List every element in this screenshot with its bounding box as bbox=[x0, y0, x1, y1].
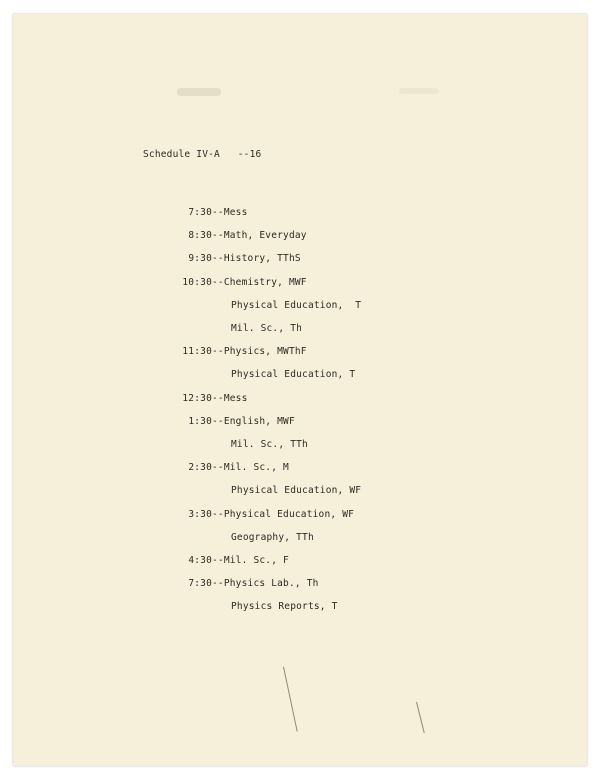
schedule-entry bbox=[173, 462, 289, 473]
smudge-mark bbox=[399, 88, 439, 94]
entry-separator: -- bbox=[212, 555, 224, 566]
entry-continuation: Physical Education, T bbox=[231, 369, 356, 381]
entry-time: 3:30 bbox=[188, 508, 212, 520]
entry-separator: -- bbox=[212, 346, 224, 358]
entry-separator: -- bbox=[212, 508, 224, 520]
page-reference: --16 bbox=[237, 149, 262, 160]
entry-separator: -- bbox=[212, 207, 224, 218]
schedule-entry bbox=[173, 230, 307, 241]
entry-separator: -- bbox=[212, 276, 224, 288]
smudge-mark bbox=[177, 88, 221, 96]
entry-time: 10:30 bbox=[182, 276, 212, 288]
entry-time: 11:30 bbox=[182, 346, 212, 358]
entry-subject: Physics Lab., Th bbox=[223, 578, 319, 590]
entry-continuation: Mil. Sc., TTh bbox=[231, 439, 308, 450]
entry-subject: Mil. Sc., F bbox=[223, 555, 289, 566]
entry-continuation: Geography, TTh bbox=[231, 531, 314, 543]
entry-subject: Mess bbox=[223, 207, 248, 218]
entry-time: 7:30 bbox=[188, 578, 212, 590]
entry-separator: -- bbox=[212, 392, 224, 404]
entry-time: 1:30 bbox=[188, 415, 212, 427]
entry-separator: -- bbox=[212, 578, 224, 590]
schedule-entry bbox=[173, 207, 248, 218]
entry-time: 9:30 bbox=[188, 253, 212, 265]
entry-subject: Mil. Sc., M bbox=[223, 462, 289, 474]
entry-continuation: Mil. Sc., Th bbox=[231, 323, 303, 334]
schedule-entry bbox=[173, 253, 301, 264]
entry-subject: Physical Education, WF bbox=[223, 508, 355, 520]
entry-subject: Math, Everyday bbox=[223, 230, 307, 242]
entry-continuation: Physical Education, T bbox=[231, 299, 362, 311]
entry-time: 8:30 bbox=[188, 230, 212, 242]
entry-time: 7:30 bbox=[188, 207, 212, 218]
entry-subject: Mess bbox=[223, 392, 248, 404]
entry-continuation: Physical Education, WF bbox=[231, 485, 362, 497]
schedule-entry bbox=[173, 509, 354, 520]
schedule-entry bbox=[173, 277, 307, 288]
entry-subject: Chemistry, MWF bbox=[223, 276, 307, 288]
entry-separator: -- bbox=[212, 253, 224, 265]
entry-time: 2:30 bbox=[188, 462, 212, 474]
entry-subject: Physics, MWThF bbox=[223, 346, 307, 358]
schedule-entry bbox=[173, 346, 307, 357]
document-page bbox=[13, 14, 587, 766]
schedule-entry bbox=[173, 416, 295, 427]
entry-subject: History, TThS bbox=[223, 253, 301, 265]
entry-time: 4:30 bbox=[188, 555, 212, 566]
schedule-title: Schedule IV-A bbox=[143, 149, 220, 160]
schedule-header bbox=[143, 149, 261, 160]
entry-subject: English, MWF bbox=[223, 415, 295, 427]
entry-separator: -- bbox=[212, 415, 224, 427]
entry-time: 12:30 bbox=[182, 392, 212, 404]
schedule-entry bbox=[173, 578, 319, 589]
entry-separator: -- bbox=[212, 230, 224, 242]
schedule-entry bbox=[173, 555, 289, 566]
paper-crease bbox=[283, 667, 298, 732]
schedule-entry bbox=[173, 393, 248, 404]
entry-separator: -- bbox=[212, 462, 224, 474]
entry-continuation: Physics Reports, T bbox=[231, 601, 338, 613]
paper-crease bbox=[416, 702, 425, 733]
